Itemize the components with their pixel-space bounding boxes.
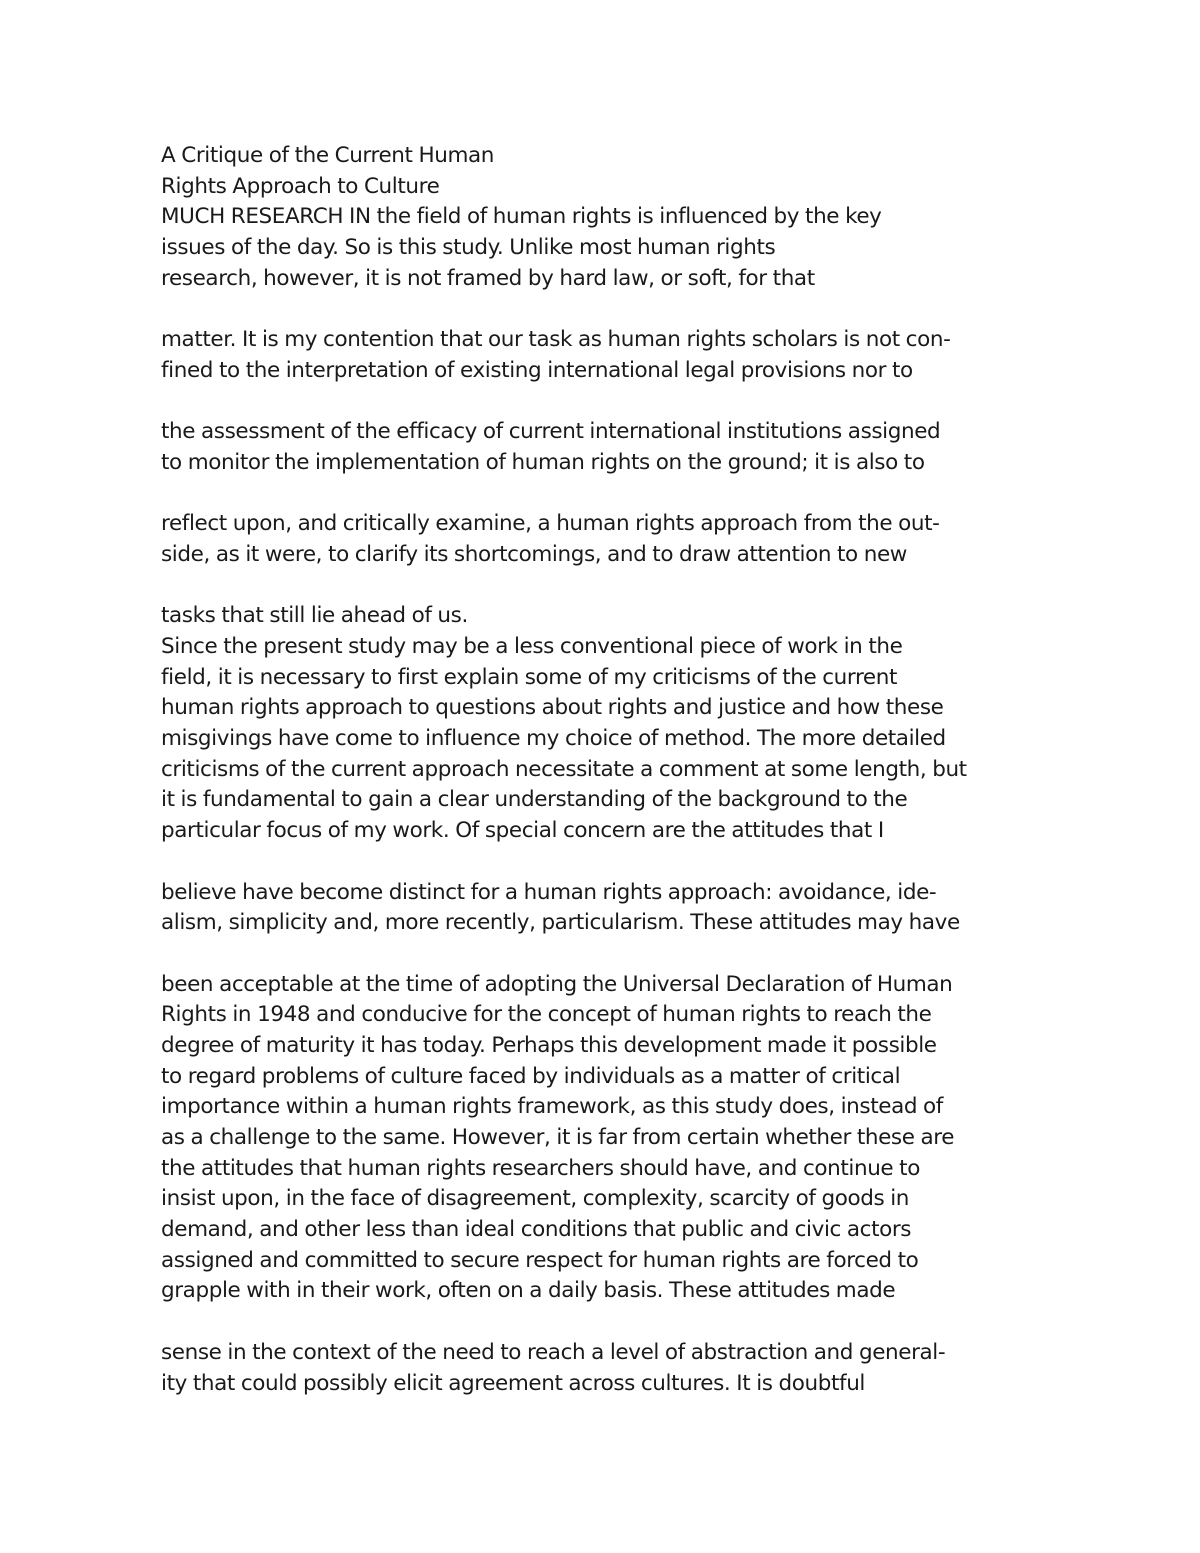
text-line: Rights in 1948 and conducive for the concept of human rights to reach the [161, 1002, 932, 1028]
text-line: Since the present study may be a less conventional piece of work in the [161, 634, 903, 659]
title-line: Rights Approach to Culture [161, 173, 440, 199]
text-line: it is fundamental to gain a clear understanding of the background to the [161, 787, 908, 813]
document-body [161, 141, 1161, 1399]
text-line: to monitor the implementation of human rights on the ground; it is also to [161, 449, 925, 475]
text-line: the attitudes that human rights researchers should have, and continue to [161, 1155, 920, 1181]
text-line: assigned and committed to secure respect for human rights are forced to [161, 1247, 919, 1273]
text-line: to regard problems of culture faced by individuals as a matter of critical [161, 1063, 901, 1089]
text-line: side, as it were, to clarify its shortcomings, and to draw attention to new [161, 541, 907, 567]
text-line: human rights approach to questions about rights and justice and how these [161, 695, 944, 721]
text-line: importance within a human rights framework, as this study does, instead of [161, 1094, 943, 1120]
line-gap [161, 571, 1161, 602]
text-line: matter. It is my contention that our task as human rights scholars is not con- [161, 327, 951, 353]
text-line: reflect upon, and critically examine, a human rights approach from the out- [161, 511, 940, 537]
text-line: MUCH RESEARCH IN the field of human rights is influenced by the key [161, 204, 882, 230]
title-line: A Critique of the Current Human [161, 143, 495, 168]
line-gap [161, 1307, 1161, 1338]
text-line: demand, and other less than ideal conditions that public and civic actors [161, 1217, 912, 1243]
line-gap [161, 387, 1161, 418]
text-line: alism, simplicity and, more recently, particularism. These attitudes may have [161, 910, 960, 936]
text-line: fined to the interpretation of existing international legal provisions nor to [161, 357, 913, 383]
line-gap [161, 939, 1161, 970]
text-line: particular focus of my work. Of special concern are the attitudes that I [161, 818, 884, 844]
text-line: degree of maturity it has today. Perhaps this development made it possible [161, 1032, 937, 1058]
line-gap [161, 847, 1161, 878]
text-line: sense in the context of the need to reach a level of abstraction and general- [161, 1339, 946, 1365]
text-line: issues of the day. So is this study. Unlike most human rights [161, 235, 776, 261]
text-line: research, however, it is not framed by hard law, or soft, for that [161, 265, 815, 291]
text-line: tasks that still lie ahead of us. [161, 603, 468, 629]
text-line: criticisms of the current approach necessitate a comment at some length, but [161, 756, 967, 782]
text-line: as a challenge to the same. However, it is far from certain whether these are [161, 1125, 955, 1150]
text-line: grapple with in their work, often on a daily basis. These attitudes made [161, 1278, 896, 1304]
text-line: misgivings have come to influence my choice of method. The more detailed [161, 726, 946, 752]
text-line: been acceptable at the time of adopting the Universal Declaration of Human [161, 971, 953, 997]
text-line: believe have become distinct for a human rights approach: avoidance, ide- [161, 879, 937, 905]
text-line: field, it is necessary to first explain some of my criticisms of the current [161, 664, 898, 690]
line-gap [161, 294, 1161, 325]
text-line: the assessment of the efficacy of current international institutions assigned [161, 419, 941, 445]
text-line: ity that could possibly elicit agreement across cultures. It is doubtful [161, 1370, 865, 1396]
line-gap [161, 479, 1161, 510]
text-line: insist upon, in the face of disagreement, complexity, scarcity of goods in [161, 1186, 910, 1212]
